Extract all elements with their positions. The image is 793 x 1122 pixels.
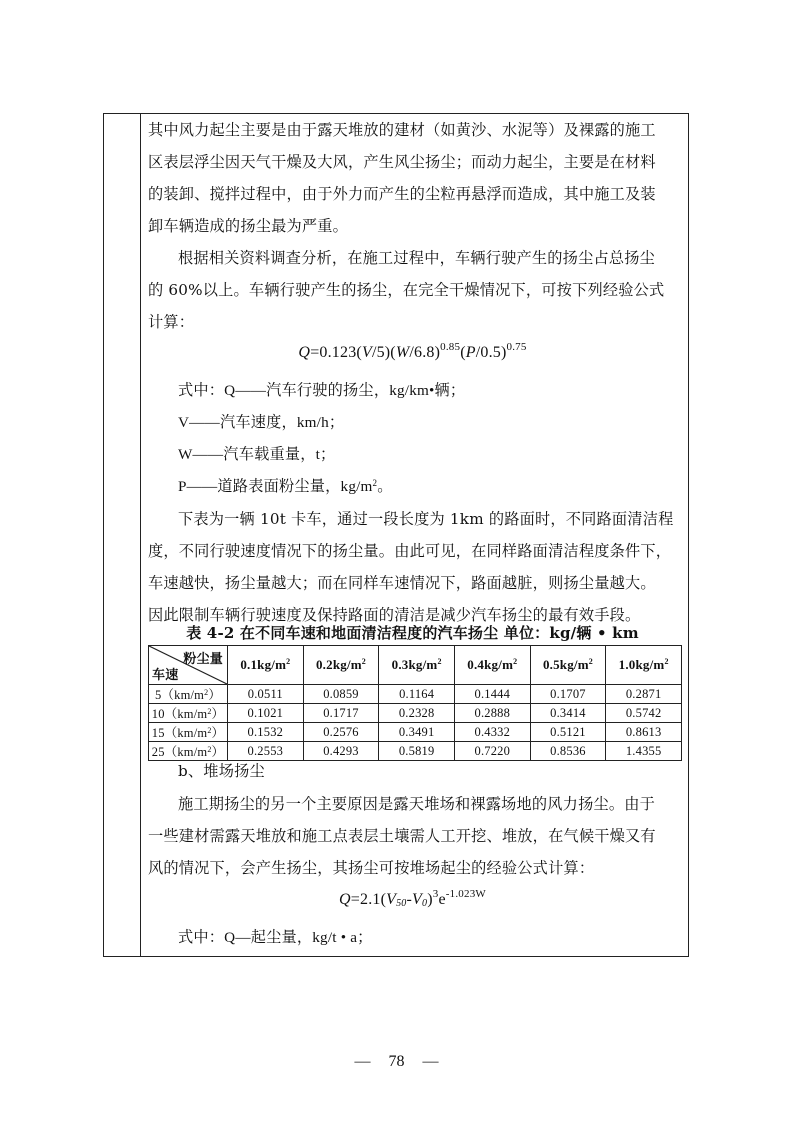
corner-label-speed: 车速 <box>152 668 179 683</box>
formula-stockpile-dust <box>140 890 685 910</box>
formula-text: =2.1( <box>350 891 387 908</box>
definition-v: V——汽车速度，km/h； <box>178 414 345 431</box>
table-cell: 0.4293 <box>303 742 379 761</box>
formula-subscript: 0 <box>422 898 428 909</box>
table-cell: 0.1707 <box>530 685 606 704</box>
formula-var-v0: V <box>412 891 423 908</box>
paragraph-1-line: 的装卸、搅拌过程中，由于外力而产生的尘粒再悬浮而造成，其中施工及装 <box>148 185 656 203</box>
paragraph-3-line: 车速越快，扬尘量越大；而在同样车速情况下，路面越脏，则扬尘量越大。 <box>148 574 656 592</box>
formula-var-v50: V <box>386 891 397 908</box>
column-header-sup: 2 <box>588 657 593 666</box>
definition-p-sup: 2 <box>372 478 378 488</box>
definition-p-end: 。 <box>377 478 393 495</box>
row-speed-sup: 2 <box>207 745 212 754</box>
table-row <box>149 685 682 704</box>
column-header-sup: 2 <box>664 657 669 666</box>
column-divider <box>140 114 141 956</box>
table-row <box>149 742 682 761</box>
column-header-text: 1.0kg/m <box>618 657 665 672</box>
column-header-sup: 2 <box>437 657 442 666</box>
table-corner-header <box>149 646 228 685</box>
corner-label-dust: 粉尘量 <box>183 652 223 667</box>
column-header <box>228 646 304 685</box>
row-speed-text: 15（km/m <box>151 726 208 740</box>
formula-exponent: -1.023W <box>445 888 486 900</box>
column-header-sup: 2 <box>361 657 366 666</box>
row-speed-text: 25（km/m <box>151 745 208 759</box>
formula-exponent: 0.75 <box>506 341 527 353</box>
row-speed-text: 10（km/m <box>151 707 208 721</box>
column-header-text: 0.4kg/m <box>467 657 514 672</box>
table-cell: 0.1021 <box>228 704 304 723</box>
formula-var-q: Q <box>339 891 351 908</box>
row-speed-sup: 2 <box>204 688 209 697</box>
table-cell: 0.0511 <box>228 685 304 704</box>
table-cell: 0.8536 <box>530 742 606 761</box>
definition-q: 式中：Q——汽车行驶的扬尘，kg/km•辆； <box>178 382 466 399</box>
table-cell: 0.5819 <box>379 742 455 761</box>
paragraph-1-line: 其中风力起尘主要是由于露天堆放的建材（如黄沙、水泥等）及裸露的施工 <box>148 121 656 139</box>
paragraph-3-line: 下表为一辆 10t 卡车，通过一段长度为 1km 的路面时，不同路面清洁程 <box>178 510 674 528</box>
formula-text: /0.5) <box>475 344 507 361</box>
column-header-text: 0.1kg/m <box>240 657 287 672</box>
paragraph-3-line: 因此限制车辆行驶速度及保持路面的清洁是减少汽车扬尘的最有效手段。 <box>148 606 641 624</box>
paragraph-1-line: 区表层浮尘因天气干燥及大风，产生风尘扬尘；而动力起尘，主要是在材料 <box>148 153 656 171</box>
table-cell: 0.2553 <box>228 742 304 761</box>
table-caption: 表 4-2 在不同车速和地面清洁程度的汽车扬尘 单位：kg/辆 • km <box>186 624 639 642</box>
row-speed-close: ） <box>211 726 225 740</box>
paragraph-3-line: 度，不同行驶速度情况下的扬尘量。由此可见，在同样路面清洁程度条件下， <box>148 542 672 560</box>
definition-p-text: P——道路表面粉尘量，kg/m <box>178 478 373 495</box>
table-cell: 0.1717 <box>303 704 379 723</box>
column-header-text: 0.2kg/m <box>315 657 362 672</box>
table-cell: 0.2871 <box>606 685 682 704</box>
formula-text: =0.123( <box>310 344 362 361</box>
table-cell: 0.8613 <box>606 723 682 742</box>
table-row <box>149 723 682 742</box>
column-header <box>454 646 530 685</box>
formula-exponent: 3 <box>432 888 439 900</box>
row-speed-close: ） <box>211 707 225 721</box>
formula-text: ( <box>460 344 466 361</box>
row-speed-text: 5（km/m <box>154 688 205 702</box>
paragraph-2-line: 根据相关资料调查分析，在施工过程中，车辆行驶产生的扬尘占总扬尘 <box>178 249 656 267</box>
column-header-sup: 2 <box>513 657 518 666</box>
paragraph-4-line: 施工期扬尘的另一个主要原因是露天堆场和裸露场地的风力扬尘。由于 <box>178 795 656 813</box>
formula-var-v: V <box>361 344 372 361</box>
formula-var-q: Q <box>298 344 311 361</box>
table-header-row <box>149 646 682 685</box>
formula-var-p: P <box>465 344 476 361</box>
definition-p <box>178 477 393 497</box>
row-speed-close: ） <box>208 688 222 702</box>
section-b-heading: b、堆场扬尘 <box>178 762 265 780</box>
table-cell: 1.4355 <box>606 742 682 761</box>
row-speed-sup: 2 <box>207 726 212 735</box>
row-speed-sup: 2 <box>207 707 212 716</box>
table-cell: 0.4332 <box>454 723 530 742</box>
table-cell: 0.2576 <box>303 723 379 742</box>
row-speed-cell <box>149 723 228 742</box>
column-header-text: 0.5kg/m <box>542 657 589 672</box>
formula-text: /5)( <box>371 344 396 361</box>
paragraph-2-line: 计算： <box>148 313 195 331</box>
table-cell: 0.1532 <box>228 723 304 742</box>
table-cell: 0.3414 <box>530 704 606 723</box>
formula-var-w: W <box>395 344 410 361</box>
table-cell: 0.3491 <box>379 723 455 742</box>
formula-exponent: 0.85 <box>440 341 461 353</box>
page-number: — 78 — <box>354 1053 439 1070</box>
formula-text: - <box>406 891 413 908</box>
row-speed-cell <box>149 685 228 704</box>
definition-w: W——汽车载重量，t； <box>178 446 336 463</box>
paragraph-4-line: 风的情况下，会产生扬尘，其扬尘可按堆场起尘的经验公式计算： <box>148 859 595 877</box>
column-header <box>379 646 455 685</box>
table-cell: 0.1444 <box>454 685 530 704</box>
table-cell: 0.7220 <box>454 742 530 761</box>
paragraph-4-line: 一些建材需露天堆放和施工点表层土壤需人工开挖、堆放，在气候干燥又有 <box>148 827 656 845</box>
table-cell: 0.1164 <box>379 685 455 704</box>
column-header <box>303 646 379 685</box>
formula-vehicle-dust <box>140 343 685 363</box>
paragraph-1-line: 卸车辆造成的扬尘最为严重。 <box>148 217 349 235</box>
table-cell: 0.5742 <box>606 704 682 723</box>
dust-table <box>148 645 682 761</box>
formula-text: ) <box>427 891 433 908</box>
column-header <box>606 646 682 685</box>
column-header-sup: 2 <box>286 657 291 666</box>
formula-text: e <box>438 891 446 908</box>
table-cell: 0.0859 <box>303 685 379 704</box>
table-cell: 0.2888 <box>454 704 530 723</box>
column-header <box>530 646 606 685</box>
definition-q-stockpile: 式中：Q—起尘量，kg/t • a； <box>178 929 373 946</box>
row-speed-cell <box>149 742 228 761</box>
table-row <box>149 704 682 723</box>
column-header-text: 0.3kg/m <box>391 657 438 672</box>
table-cell: 0.5121 <box>530 723 606 742</box>
paragraph-2-line: 的 60%以上。车辆行驶产生的扬尘，在完全干燥情况下，可按下列经验公式 <box>148 281 665 299</box>
row-speed-close: ） <box>211 745 225 759</box>
row-speed-cell <box>149 704 228 723</box>
table-cell: 0.2328 <box>379 704 455 723</box>
formula-text: /6.8) <box>409 344 441 361</box>
formula-subscript: 50 <box>396 898 407 909</box>
